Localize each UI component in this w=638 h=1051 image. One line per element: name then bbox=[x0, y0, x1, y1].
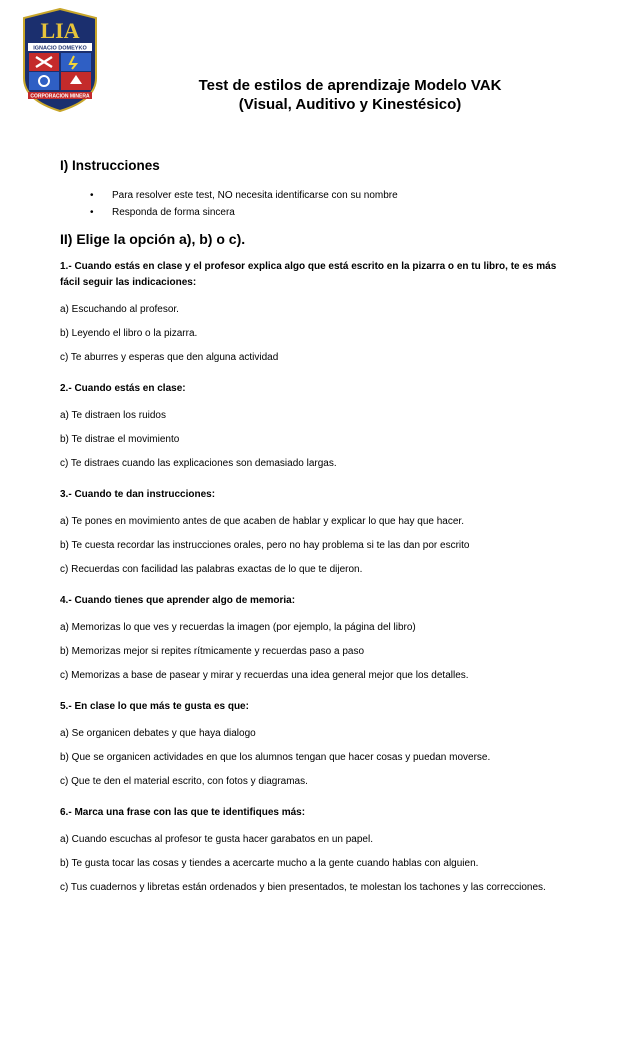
question-text: 2.- Cuando estás en clase: bbox=[60, 383, 186, 394]
option-c: c) Tus cuadernos y libretas están ordenados y bien presentados, te molestan los tachones y las correcciones. bbox=[60, 882, 546, 893]
question-4 bbox=[60, 593, 560, 683]
question-3 bbox=[60, 487, 560, 577]
question-text: 1.- Cuando estás en clase y el profesor explica algo que está escrito en la pizarra o en tu libro, te es más fácil seguir las indicaciones: bbox=[60, 261, 557, 288]
option-a: a) Memorizas lo que ves y recuerdas la imagen (por ejemplo, la página del libro) bbox=[60, 622, 416, 633]
option-a: a) Te pones en movimiento antes de que acaben de hablar y explicar lo que hay que hacer. bbox=[60, 516, 464, 527]
svg-text:LIA: LIA bbox=[40, 18, 80, 43]
question-text: 6.- Marca una frase con las que te identifiques más: bbox=[60, 807, 306, 818]
option-a: a) Cuando escuchas al profesor te gusta hacer garabatos en un papel. bbox=[60, 834, 373, 845]
option-a: a) Escuchando al profesor. bbox=[60, 304, 179, 315]
question-text: 5.- En clase lo que más te gusta es que: bbox=[60, 701, 249, 712]
section-heading: II) Elige la opción a), b) o c). bbox=[60, 231, 246, 247]
document-title bbox=[150, 76, 550, 114]
question-2 bbox=[60, 381, 560, 471]
question-1 bbox=[60, 259, 560, 365]
option-c: c) Te aburres y esperas que den alguna actividad bbox=[60, 352, 279, 363]
question-text: 4.- Cuando tienes que aprender algo de memoria: bbox=[60, 595, 296, 606]
option-c: c) Te distraes cuando las explicaciones son demasiado largas. bbox=[60, 458, 337, 469]
school-logo bbox=[22, 8, 98, 112]
option-b: b) Te gusta tocar las cosas y tiendes a acercarte mucho a la gente cuando hablas con alguien. bbox=[60, 858, 479, 869]
option-b: b) Que se organicen actividades en que los alumnos tengan que hacer cosas y puedan moverse. bbox=[60, 752, 491, 763]
bullet-icon: • bbox=[90, 207, 94, 218]
option-b: b) Te cuesta recordar las instrucciones orales, pero no hay problema si te las dan por escrito bbox=[60, 540, 470, 551]
option-b: b) Memorizas mejor si repites rítmicamente y recuerdas paso a paso bbox=[60, 646, 365, 657]
option-b: b) Te distrae el movimiento bbox=[60, 434, 180, 445]
option-c: c) Que te den el material escrito, con fotos y diagramas. bbox=[60, 776, 308, 787]
title-main: Test de estilos de aprendizaje Modelo VAK bbox=[198, 77, 502, 94]
question-5 bbox=[60, 699, 560, 789]
list-item: • Para resolver este test, NO necesita identificarse con su nombre bbox=[112, 187, 560, 204]
instructions-heading: I) Instrucciones bbox=[60, 158, 160, 173]
option-a: a) Se organicen debates y que haya dialogo bbox=[60, 728, 256, 739]
bullet-icon: • bbox=[90, 190, 94, 201]
question-6 bbox=[60, 805, 560, 895]
question-text: 3.- Cuando te dan instrucciones: bbox=[60, 489, 216, 500]
list-item: • Responda de forma sincera bbox=[112, 204, 560, 221]
svg-text:IGNACIO DOMEYKO: IGNACIO DOMEYKO bbox=[33, 45, 87, 52]
option-c: c) Memorizas a base de pasear y mirar y recuerdas una idea general mejor que los detalles. bbox=[60, 670, 469, 681]
option-b: b) Leyendo el libro o la pizarra. bbox=[60, 328, 198, 339]
instructions-list bbox=[60, 187, 560, 221]
option-a: a) Te distraen los ruidos bbox=[60, 410, 166, 421]
document-body bbox=[60, 158, 560, 905]
svg-text:CORPORACION MINERA: CORPORACION MINERA bbox=[30, 93, 90, 100]
option-c: c) Recuerdas con facilidad las palabras exactas de lo que te dijeron. bbox=[60, 564, 363, 575]
title-subtitle: (Visual, Auditivo y Kinestésico) bbox=[238, 96, 462, 113]
